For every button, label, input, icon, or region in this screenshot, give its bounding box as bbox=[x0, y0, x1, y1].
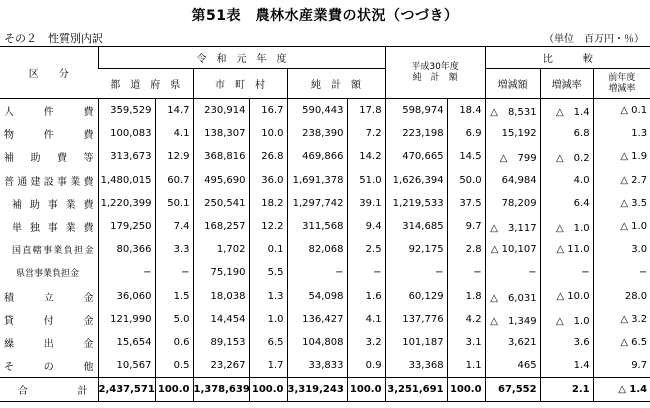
table-cell: △ 0.1 bbox=[593, 99, 650, 123]
table-cell: 1,702 bbox=[193, 238, 249, 261]
table-cell: 223,198 bbox=[385, 122, 447, 145]
table-cell: 0.9 bbox=[347, 354, 385, 378]
table-cell: 4.2 bbox=[447, 308, 485, 331]
table-cell: 14.7 bbox=[155, 99, 193, 123]
table-cell: 3,251,691 bbox=[385, 378, 447, 402]
table-cell: 100.0 bbox=[447, 378, 485, 402]
table-cell: 50.0 bbox=[447, 169, 485, 192]
table-cell: 2.8 bbox=[447, 238, 485, 261]
table-cell: 101,187 bbox=[385, 331, 447, 354]
table-cell: 5.0 bbox=[155, 308, 193, 331]
table-cell: △ 1.0 bbox=[540, 215, 593, 238]
table-cell: 168,257 bbox=[193, 215, 249, 238]
table-cell: 250,541 bbox=[193, 192, 249, 215]
header-heisei30: 平成30年度 純 計 額 bbox=[385, 47, 485, 99]
table-cell: 314,685 bbox=[385, 215, 447, 238]
table-cell: 92,175 bbox=[385, 238, 447, 261]
table-cell: 469,866 bbox=[287, 145, 347, 168]
table-cell: 5.5 bbox=[249, 261, 287, 284]
table-cell: 598,974 bbox=[385, 99, 447, 123]
table-cell: 121,990 bbox=[98, 308, 155, 331]
table-cell: 179,250 bbox=[98, 215, 155, 238]
table-cell: 82,068 bbox=[287, 238, 347, 261]
table-cell: 1,220,399 bbox=[98, 192, 155, 215]
row-label: 普通建設事業費 bbox=[4, 176, 94, 188]
table-cell: △ 6.5 bbox=[593, 331, 650, 354]
row-label: 補助事業費 bbox=[12, 199, 94, 211]
table-cell: △ 1.0 bbox=[540, 308, 593, 331]
table-row bbox=[0, 169, 650, 192]
table-cell: 4.1 bbox=[347, 308, 385, 331]
table-cell: 37.5 bbox=[447, 192, 485, 215]
table-cell: 33,368 bbox=[385, 354, 447, 378]
table-cell: − bbox=[593, 261, 650, 284]
table-cell: 238,390 bbox=[287, 122, 347, 145]
header-reiwa: 令 和 元 年 度 bbox=[98, 47, 385, 69]
table-cell: 104,808 bbox=[287, 331, 347, 354]
row-label: 合計 bbox=[0, 378, 98, 402]
table-cell: 3.3 bbox=[155, 238, 193, 261]
table-cell: − bbox=[155, 261, 193, 284]
table-cell: 67,552 bbox=[485, 378, 540, 402]
table-row bbox=[0, 99, 650, 123]
table-cell: △ 0.2 bbox=[540, 145, 593, 168]
table-cell: △ 11.0 bbox=[540, 238, 593, 261]
data-table bbox=[0, 46, 650, 402]
table-cell: 78,209 bbox=[485, 192, 540, 215]
table-cell: 14,454 bbox=[193, 308, 249, 331]
table-cell: − bbox=[447, 261, 485, 284]
table-cell: 1,626,394 bbox=[385, 169, 447, 192]
unit-note: （単位 百万円・％） bbox=[544, 34, 644, 45]
row-label: 国直轄事業負担金 bbox=[12, 246, 94, 257]
table-cell: 3,319,243 bbox=[287, 378, 347, 402]
table-cell: 33,833 bbox=[287, 354, 347, 378]
table-cell: 1,480,015 bbox=[98, 169, 155, 192]
table-cell: 1.0 bbox=[249, 308, 287, 331]
table-cell: 2,437,571 bbox=[98, 378, 155, 402]
table-cell: 17.8 bbox=[347, 99, 385, 123]
header-municipal: 市 町 村 bbox=[193, 69, 287, 99]
table-cell: 137,776 bbox=[385, 308, 447, 331]
table-cell: △ 10.0 bbox=[540, 285, 593, 308]
table-cell: 9.7 bbox=[593, 354, 650, 378]
table-row bbox=[0, 261, 650, 284]
table-cell: 6.9 bbox=[447, 122, 485, 145]
table-cell: 54,098 bbox=[287, 285, 347, 308]
table-cell: 3.1 bbox=[447, 331, 485, 354]
table-row bbox=[0, 145, 650, 168]
row-label: 単独事業費 bbox=[12, 223, 94, 235]
table-cell: 4.1 bbox=[155, 122, 193, 145]
table-cell: 0.1 bbox=[249, 238, 287, 261]
table-cell: 7.2 bbox=[347, 122, 385, 145]
table-row bbox=[0, 215, 650, 238]
table-cell: 495,690 bbox=[193, 169, 249, 192]
table-cell: 0.6 bbox=[155, 331, 193, 354]
table-cell: 1.4 bbox=[540, 354, 593, 378]
table-cell: 6.8 bbox=[540, 122, 593, 145]
table-cell: 230,914 bbox=[193, 99, 249, 123]
table-cell: 3.2 bbox=[347, 331, 385, 354]
row-label: 人件費 bbox=[4, 107, 94, 119]
table-cell: 311,568 bbox=[287, 215, 347, 238]
table-cell: △ 3,117 bbox=[485, 215, 540, 238]
subtitle: その２ 性質別内訳 bbox=[4, 32, 103, 45]
row-label: 物件費 bbox=[4, 130, 94, 142]
table-cell: △ 8,531 bbox=[485, 99, 540, 123]
table-cell: 60,129 bbox=[385, 285, 447, 308]
table-cell: 9.7 bbox=[447, 215, 485, 238]
table-cell: 36.0 bbox=[249, 169, 287, 192]
table-cell: 359,529 bbox=[98, 99, 155, 123]
table-cell: 80,366 bbox=[98, 238, 155, 261]
table-cell: 18.2 bbox=[249, 192, 287, 215]
table-cell: 1.3 bbox=[249, 285, 287, 308]
table-cell: 3.0 bbox=[593, 238, 650, 261]
table-cell: 14.5 bbox=[447, 145, 485, 168]
table-cell: 10,567 bbox=[98, 354, 155, 378]
table-cell: 1.5 bbox=[155, 285, 193, 308]
table-cell: 9.4 bbox=[347, 215, 385, 238]
header-net-total: 純 計 額 bbox=[287, 69, 385, 99]
table-cell: 64,984 bbox=[485, 169, 540, 192]
table-cell: △ 3.2 bbox=[593, 308, 650, 331]
table-cell: △ 6,031 bbox=[485, 285, 540, 308]
table-cell: △ 1.4 bbox=[540, 99, 593, 123]
table-cell: 1,691,378 bbox=[287, 169, 347, 192]
row-label: 貸付金 bbox=[4, 315, 94, 327]
header-comparison: 比 較 bbox=[485, 47, 650, 69]
table-cell: 100.0 bbox=[155, 378, 193, 402]
table-cell: 23,267 bbox=[193, 354, 249, 378]
header-prev-rate: 前年度 増減率 bbox=[593, 69, 650, 99]
table-cell: 1,378,639 bbox=[193, 378, 249, 402]
table-cell: 100.0 bbox=[347, 378, 385, 402]
table-cell: 1.1 bbox=[447, 354, 485, 378]
row-label: 県営事業負担金 bbox=[16, 269, 80, 280]
table-cell: 1.8 bbox=[447, 285, 485, 308]
table-row bbox=[0, 285, 650, 308]
table-cell: 6.4 bbox=[540, 192, 593, 215]
table-row bbox=[0, 192, 650, 215]
table-cell: − bbox=[540, 261, 593, 284]
table-cell: 0.5 bbox=[155, 354, 193, 378]
table-row bbox=[0, 331, 650, 354]
table-cell: 470,665 bbox=[385, 145, 447, 168]
table-cell: 1.3 bbox=[593, 122, 650, 145]
table-cell: 16.7 bbox=[249, 99, 287, 123]
table-cell: 100,083 bbox=[98, 122, 155, 145]
table-cell: 75,190 bbox=[193, 261, 249, 284]
total-row bbox=[0, 378, 650, 402]
table-cell: △ 10,107 bbox=[485, 238, 540, 261]
table-header bbox=[0, 47, 650, 99]
table-cell: 50.1 bbox=[155, 192, 193, 215]
table-cell: 15,192 bbox=[485, 122, 540, 145]
table-cell: 6.5 bbox=[249, 331, 287, 354]
table-cell: 18,038 bbox=[193, 285, 249, 308]
header-category: 区 分 bbox=[0, 47, 98, 99]
table-cell: △ 1,349 bbox=[485, 308, 540, 331]
table-cell: △ 799 bbox=[485, 145, 540, 168]
table-cell: 7.4 bbox=[155, 215, 193, 238]
table-cell: 4.0 bbox=[540, 169, 593, 192]
table-row bbox=[0, 354, 650, 378]
table-cell: 51.0 bbox=[347, 169, 385, 192]
table-cell: 313,673 bbox=[98, 145, 155, 168]
table-row bbox=[0, 308, 650, 331]
table-cell: 1,297,742 bbox=[287, 192, 347, 215]
table-cell: △ 1.9 bbox=[593, 145, 650, 168]
table-cell: 1.6 bbox=[347, 285, 385, 308]
table-cell: 39.1 bbox=[347, 192, 385, 215]
table-cell: △ 3.5 bbox=[593, 192, 650, 215]
table-cell: 14.2 bbox=[347, 145, 385, 168]
table-cell: 89,153 bbox=[193, 331, 249, 354]
table-cell: △ 1.4 bbox=[593, 378, 650, 402]
table-cell: 590,443 bbox=[287, 99, 347, 123]
table-cell: △ 2.7 bbox=[593, 169, 650, 192]
table-cell: − bbox=[98, 261, 155, 284]
header-increase: 増減額 bbox=[485, 69, 540, 99]
table-cell: 100.0 bbox=[249, 378, 287, 402]
table-cell: 2.5 bbox=[347, 238, 385, 261]
table-cell: 2.1 bbox=[540, 378, 593, 402]
table-cell: 10.0 bbox=[249, 122, 287, 145]
table-cell: 26.8 bbox=[249, 145, 287, 168]
table-cell: 15,654 bbox=[98, 331, 155, 354]
table-cell: 465 bbox=[485, 354, 540, 378]
table-cell: 12.2 bbox=[249, 215, 287, 238]
table-cell: 1.7 bbox=[249, 354, 287, 378]
table-cell: − bbox=[385, 261, 447, 284]
table-cell: 18.4 bbox=[447, 99, 485, 123]
table-cell: 28.0 bbox=[593, 285, 650, 308]
header-increase-rate: 増減率 bbox=[540, 69, 593, 99]
header-prefecture: 都 道 府 県 bbox=[98, 69, 193, 99]
table-cell: 60.7 bbox=[155, 169, 193, 192]
table-cell: 1,219,533 bbox=[385, 192, 447, 215]
table-cell: 368,816 bbox=[193, 145, 249, 168]
table-cell: 3,621 bbox=[485, 331, 540, 354]
table-cell: 36,060 bbox=[98, 285, 155, 308]
table-row bbox=[0, 238, 650, 261]
table-cell: 12.9 bbox=[155, 145, 193, 168]
table-body bbox=[0, 99, 650, 402]
row-label: 繰出金 bbox=[4, 338, 94, 350]
row-label: その他 bbox=[4, 362, 94, 374]
page-title: 第51表 農林水産業費の状況（つづき） bbox=[191, 8, 459, 24]
table-row bbox=[0, 122, 650, 145]
table-cell: 136,427 bbox=[287, 308, 347, 331]
table-cell: − bbox=[347, 261, 385, 284]
table-cell: △ 1.0 bbox=[593, 215, 650, 238]
table-cell: − bbox=[287, 261, 347, 284]
table-cell: 138,307 bbox=[193, 122, 249, 145]
row-label: 補助費等 bbox=[4, 153, 94, 165]
table-cell: − bbox=[485, 261, 540, 284]
row-label: 積立金 bbox=[4, 292, 94, 304]
table-cell: 3.6 bbox=[540, 331, 593, 354]
